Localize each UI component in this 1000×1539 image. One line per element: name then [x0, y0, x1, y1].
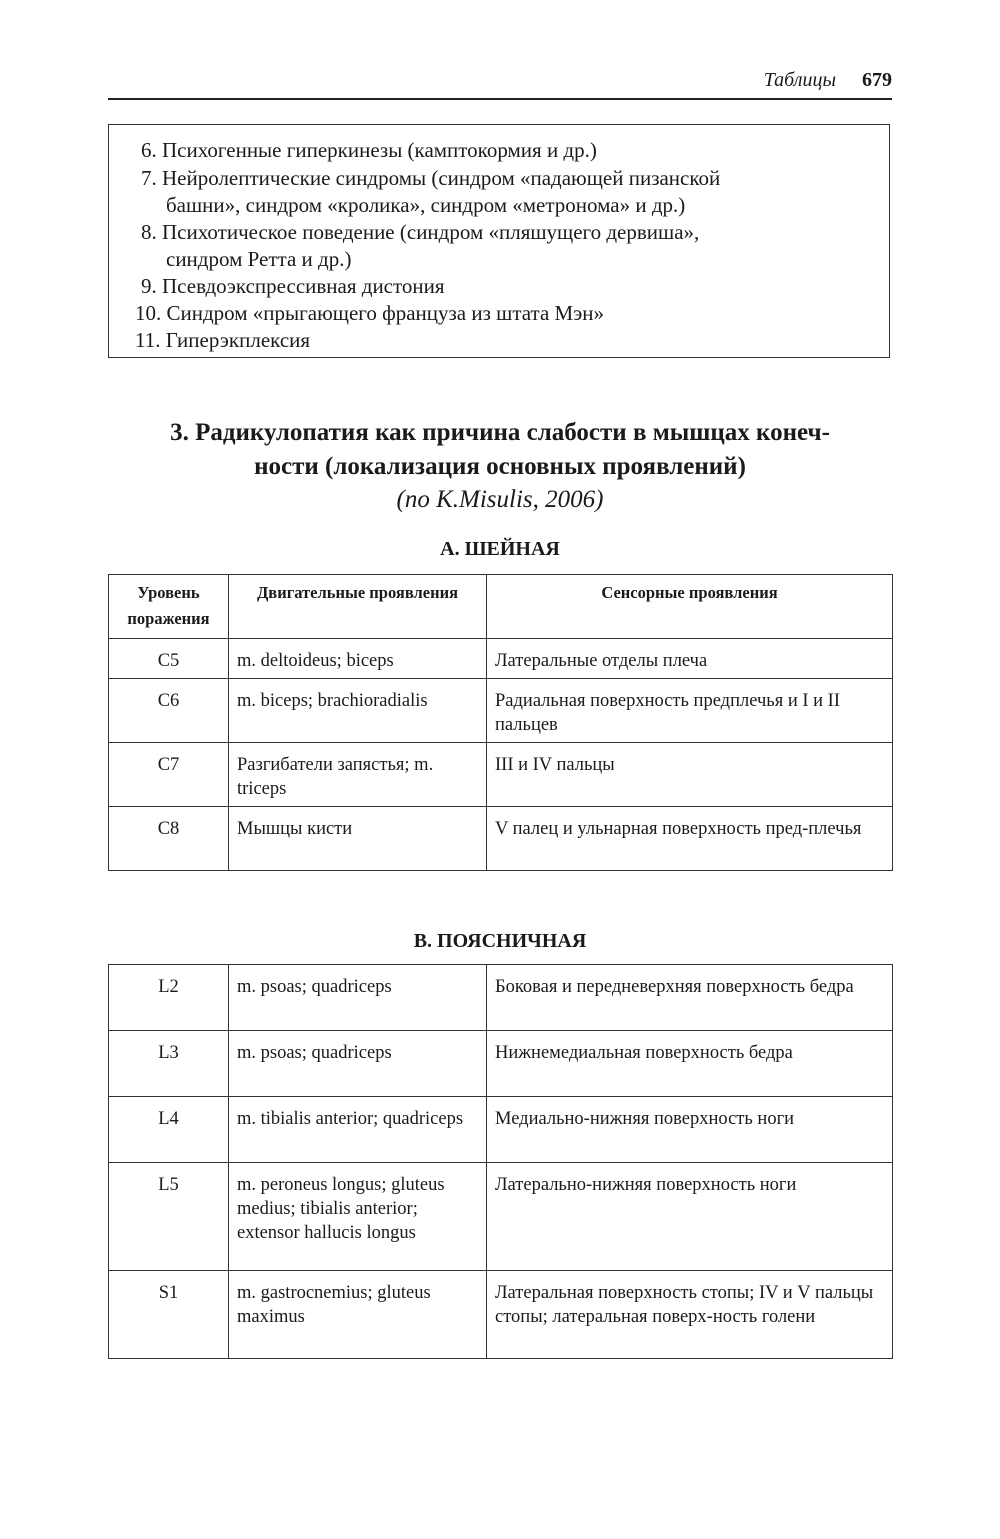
cervical-heading: А. ШЕЙНАЯ [440, 538, 560, 560]
table-row [109, 639, 893, 679]
column-header-motor: Двигательные проявления [229, 575, 487, 639]
running-head-section: Таблицы [763, 68, 836, 91]
table-row [109, 807, 893, 871]
page-number: 679 [862, 68, 892, 91]
level-cell: C7 [109, 743, 229, 807]
sensory-cell: Радиальная поверхность предплечья и I и II пальцев [487, 679, 893, 743]
sensory-cell: Медиально-нижняя поверхность ноги [487, 1097, 893, 1163]
list-item: 8. Психотическое поведение (синдром «пляшущего дервиша», [141, 220, 700, 244]
level-cell: L3 [109, 1031, 229, 1097]
table-row [109, 1163, 893, 1271]
level-cell: C8 [109, 807, 229, 871]
running-head [108, 62, 892, 100]
motor-cell: m. biceps; brachioradialis [229, 679, 487, 743]
list-item: 6. Психогенные гиперкинезы (камптокормия и др.) [141, 138, 597, 162]
motor-cell: m. psoas; quadriceps [229, 965, 487, 1031]
lumbar-heading: В. ПОЯСНИЧНАЯ [413, 930, 587, 952]
lumbar-table [108, 964, 893, 1359]
table-row [109, 965, 893, 1031]
motor-cell: m. gastrocnemius; gluteus maximus [229, 1271, 487, 1359]
motor-cell: Разгибатели запястья; m. triceps [229, 743, 487, 807]
sensory-cell: Латерально-нижняя поверхность ноги [487, 1163, 893, 1271]
sensory-cell: V палец и ульнарная поверхность пред-плечья [487, 807, 893, 871]
motor-cell: Мышцы кисти [229, 807, 487, 871]
motor-cell: m. psoas; quadriceps [229, 1031, 487, 1097]
list-item: 11. Гиперэкплексия [135, 328, 311, 352]
list-item-continuation: синдром Ретта и др.) [166, 247, 352, 271]
list-item-continuation: башни», синдром «кролика», синдром «метронома» и др.) [166, 193, 686, 217]
level-cell: L5 [109, 1163, 229, 1271]
continued-list-box [108, 124, 890, 358]
table-row [109, 1271, 893, 1359]
level-cell: S1 [109, 1271, 229, 1359]
section-title-line-1: 3. Радикулопатия как причина слабости в мышцах конеч- [170, 419, 830, 446]
column-header-level: Уровень поражения [109, 575, 229, 639]
section-title-line-2: ности (локализация основных проявлений) [254, 453, 746, 480]
sensory-cell: III и IV пальцы [487, 743, 893, 807]
level-cell: L4 [109, 1097, 229, 1163]
motor-cell: m. deltoideus; biceps [229, 639, 487, 679]
list-item: 9. Псевдоэкспрессивная дистония [141, 274, 445, 298]
table-row [109, 679, 893, 743]
table-row [109, 1031, 893, 1097]
column-header-sensory: Сенсорные проявления [487, 575, 893, 639]
sensory-cell: Нижнемедиальная поверхность бедра [487, 1031, 893, 1097]
motor-cell: m. tibialis anterior; quadriceps [229, 1097, 487, 1163]
motor-cell: m. peroneus longus; gluteus medius; tibialis anterior; extensor hallucis longus [229, 1163, 487, 1271]
list-item: 7. Нейролептические синдромы (синдром «падающей пизанской [141, 166, 721, 190]
level-cell: L2 [109, 965, 229, 1031]
list-item: 10. Синдром «прыгающего француза из штата Мэн» [135, 301, 604, 325]
sensory-cell: Латеральная поверхность стопы; IV и V пальцы стопы; латеральная поверх-ность голени [487, 1271, 893, 1359]
sensory-cell: Боковая и передневерхняя поверхность бедра [487, 965, 893, 1031]
level-cell: C6 [109, 679, 229, 743]
level-cell: C5 [109, 639, 229, 679]
sensory-cell: Латеральные отделы плеча [487, 639, 893, 679]
table-header-row [109, 575, 893, 639]
section-subtitle: (по K.Misulis, 2006) [396, 486, 604, 513]
cervical-table [108, 574, 893, 871]
table-row [109, 743, 893, 807]
table-row [109, 1097, 893, 1163]
